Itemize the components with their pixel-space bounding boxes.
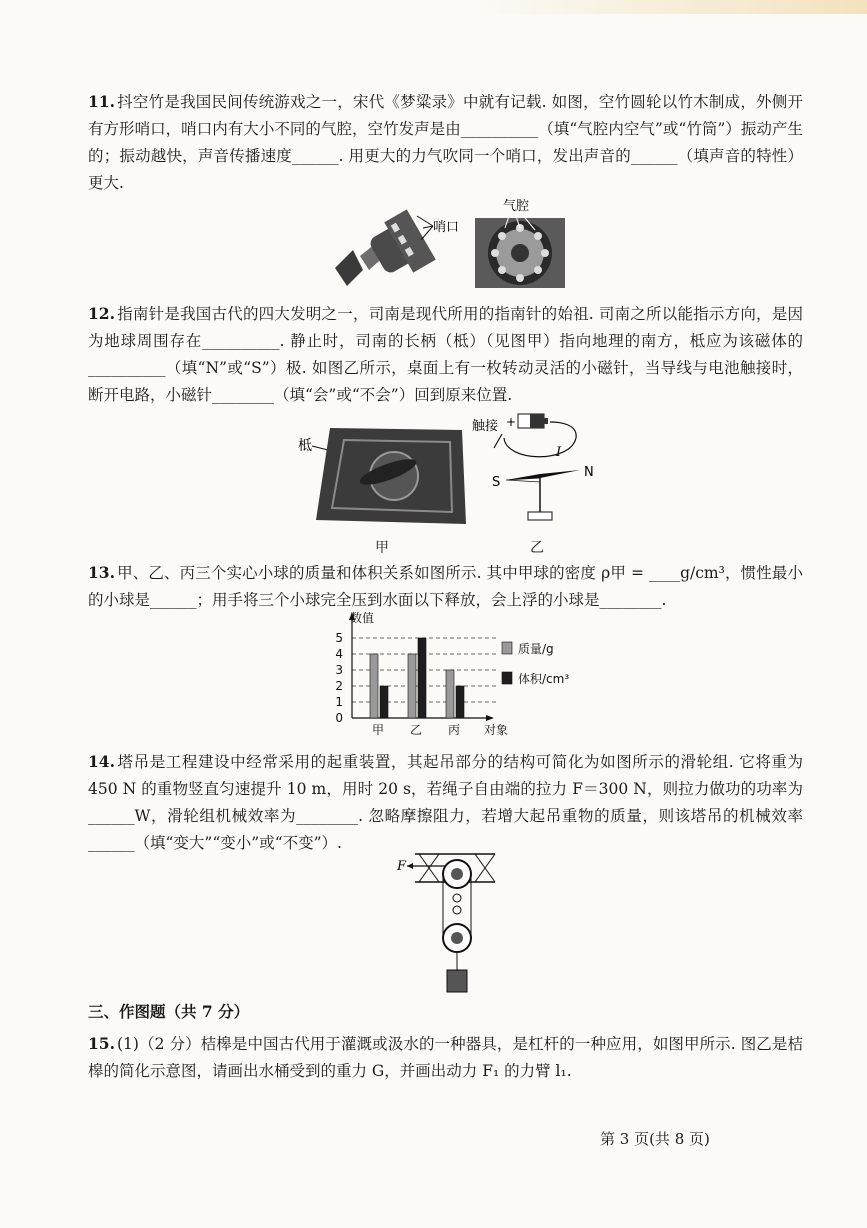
y-tick-label: 3 [335, 663, 343, 677]
diabolo-cross-section [475, 218, 565, 288]
compass-circuit-figure [470, 408, 610, 530]
sinan-figure [290, 420, 470, 530]
question-text: 塔吊是工程建设中经常采用的起重装置，其起吊部分的结构可简化为如图所示的滑轮组. 它将重为 450 N 的重物竖直匀速提升 10 m，用时 20 s，若绳子自由端的拉力 F＝300 N，则拉力做功的功率为______W，滑轮组机械效率为________. 忽略摩擦阻力，若增大起吊重物的质量，则该塔吊的机械效率______（填“变大”“变小”或“不变”）. [88, 753, 803, 852]
bar-丙-1 [456, 686, 464, 718]
x-tick-label: 丙 [447, 723, 461, 737]
page-footer: 第 3 页(共 8 页) [600, 1130, 710, 1148]
y-tick-label: 0 [335, 711, 343, 725]
current-label: I [556, 445, 562, 460]
bar-丙-0 [446, 670, 454, 718]
y-tick-label: 4 [335, 647, 343, 661]
di-label: 柢 [298, 438, 312, 454]
legend-swatch [502, 672, 512, 684]
bar-乙-0 [408, 654, 416, 718]
question-12 [88, 300, 803, 409]
question-text: (1)（2 分）桔槔是中国古代用于灌溉或汲水的一种器具，是杠杆的一种应用，如图甲所示. 图乙是桔槔的简化示意图，请画出水桶受到的重力 G，并画出动力 F₁ 的力臂 l₁. [88, 1035, 803, 1080]
whistle-label: 哨口 [433, 220, 460, 235]
question-15 [88, 1030, 803, 1085]
question-number: 13. [88, 563, 115, 582]
y-tick-label: 2 [335, 679, 343, 693]
x-tick-label: 乙 [409, 723, 423, 737]
legend-label: 体积/cm³ [518, 672, 570, 686]
y-tick-label: 5 [335, 631, 343, 645]
caption-yi: 乙 [530, 540, 544, 556]
x-tick-label: 甲 [371, 723, 385, 737]
y-tick-label: 1 [335, 695, 343, 709]
pulley-figure [395, 852, 505, 997]
question-number: 11. [88, 92, 115, 111]
cavity-label: 气腔 [503, 199, 530, 214]
touch-label: 触接 [472, 419, 499, 434]
question-13 [88, 559, 803, 614]
plus-label: + [506, 415, 517, 429]
bar-乙-1 [418, 638, 426, 718]
legend-swatch [502, 642, 512, 654]
question-11 [88, 88, 803, 197]
force-label: F [397, 859, 407, 874]
x-axis-arrow [486, 715, 494, 721]
question-number: 14. [88, 752, 115, 771]
y-axis-label: 数值 [350, 611, 375, 625]
question-number: 12. [88, 304, 115, 323]
section-title: 三、作图题（共 7 分） [88, 1002, 250, 1021]
s-pole-label: S [492, 475, 501, 490]
diabolo-figure [325, 198, 585, 290]
legend-label: 质量/g [518, 642, 554, 656]
bar-甲-0 [370, 654, 378, 718]
x-axis-label: 对象 [484, 723, 509, 737]
question-number: 15. [88, 1034, 115, 1053]
scan-edge [0, 0, 867, 14]
caption-jia: 甲 [375, 540, 389, 556]
diabolo-illustration [335, 209, 436, 286]
question-text: 甲、乙、丙三个实心小球的质量和体积关系如图所示. 其中甲球的密度 ρ甲 = ____g/cm³，惯性最小的小球是______；用手将三个小球完全压到水面以下释放，会上浮的小球是________. [88, 564, 803, 609]
mass-volume-chart [330, 610, 570, 740]
question-text: 指南针是我国古代的四大发明之一，司南是现代所用的指南针的始祖. 司南之所以能指示方向，是因为地球周围存在__________. 静止时，司南的长柄（柢）（见图甲）指向地理的南方，柢应为该磁体的__________（填“N”或“S”）极. 如图乙所示，桌面上有一枚转动灵活的小磁针，当导线与电池触接时，断开电路，小磁针________（填“会”或“不会”）回到原来位置. [88, 305, 803, 404]
bar-甲-1 [380, 686, 388, 718]
question-text: 抖空竹是我国民间传统游戏之一，宋代《梦粱录》中就有记载. 如图，空竹圆轮以竹木制成，外侧开有方形哨口，哨口内有大小不同的气腔，空竹发声是由__________（填“气腔内空气”或“竹筒”）振动产生的；振动越快，声音传播速度______. 用更大的力气吹同一个哨口，发出声音的______（填声音的特性）更大. [88, 93, 803, 192]
n-pole-label: N [584, 465, 594, 480]
question-14 [88, 748, 803, 857]
